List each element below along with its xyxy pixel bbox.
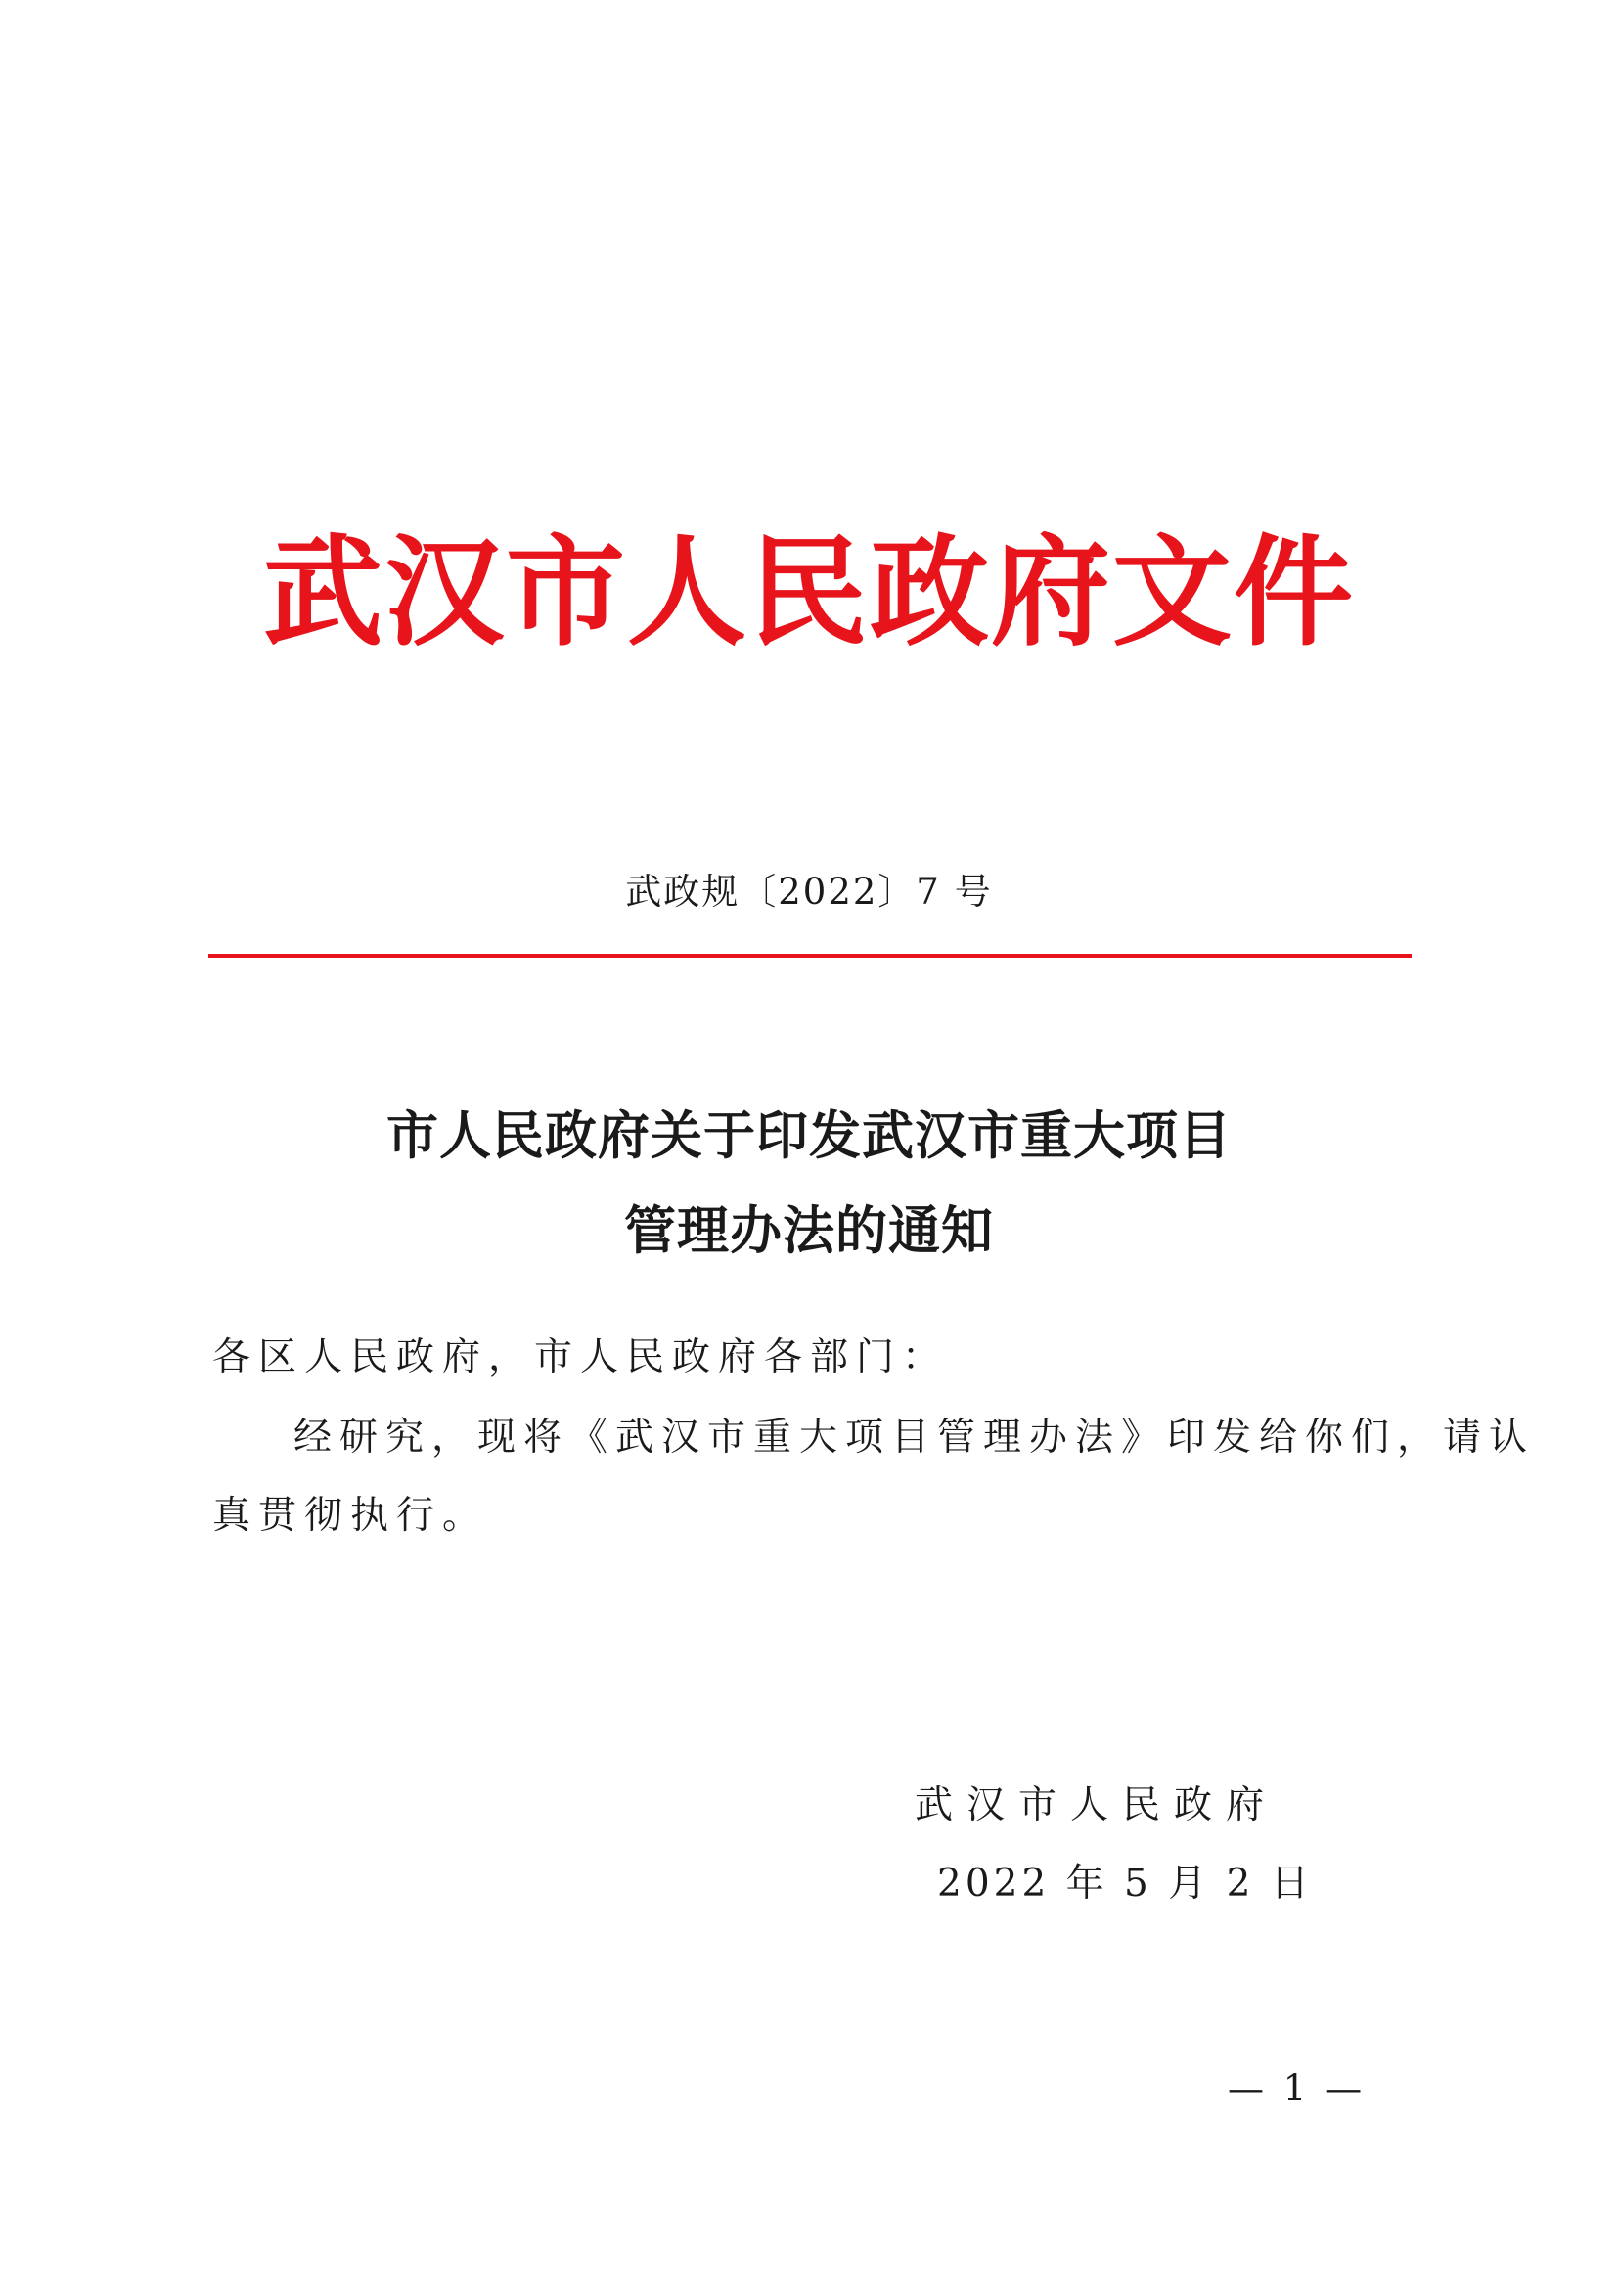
red-divider-line — [208, 954, 1412, 958]
body-paragraph-line-2: 真贯彻执行。 — [212, 1494, 489, 1538]
masthead-title: 武汉市人民政府文件 — [263, 523, 1355, 662]
body-paragraph-line-1: 经研究，现将《武汉市重大项目管理办法》印发给你们，请认 — [293, 1416, 1536, 1460]
salutation: 各区人民政府，市人民政府各部门： — [212, 1335, 949, 1379]
document-title-line-1: 市人民政府关于印发武汉市重大项目 — [386, 1105, 1232, 1166]
document-number: 武政规〔2022〕7 号 — [625, 871, 993, 913]
issue-date: 2022 年 5 月 2 日 — [937, 1862, 1313, 1906]
page-number: — 1 — — [1228, 2067, 1367, 2109]
document-title-line-2: 管理办法的通知 — [624, 1200, 994, 1261]
issuer-signature: 武汉市人民政府 — [915, 1783, 1279, 1827]
